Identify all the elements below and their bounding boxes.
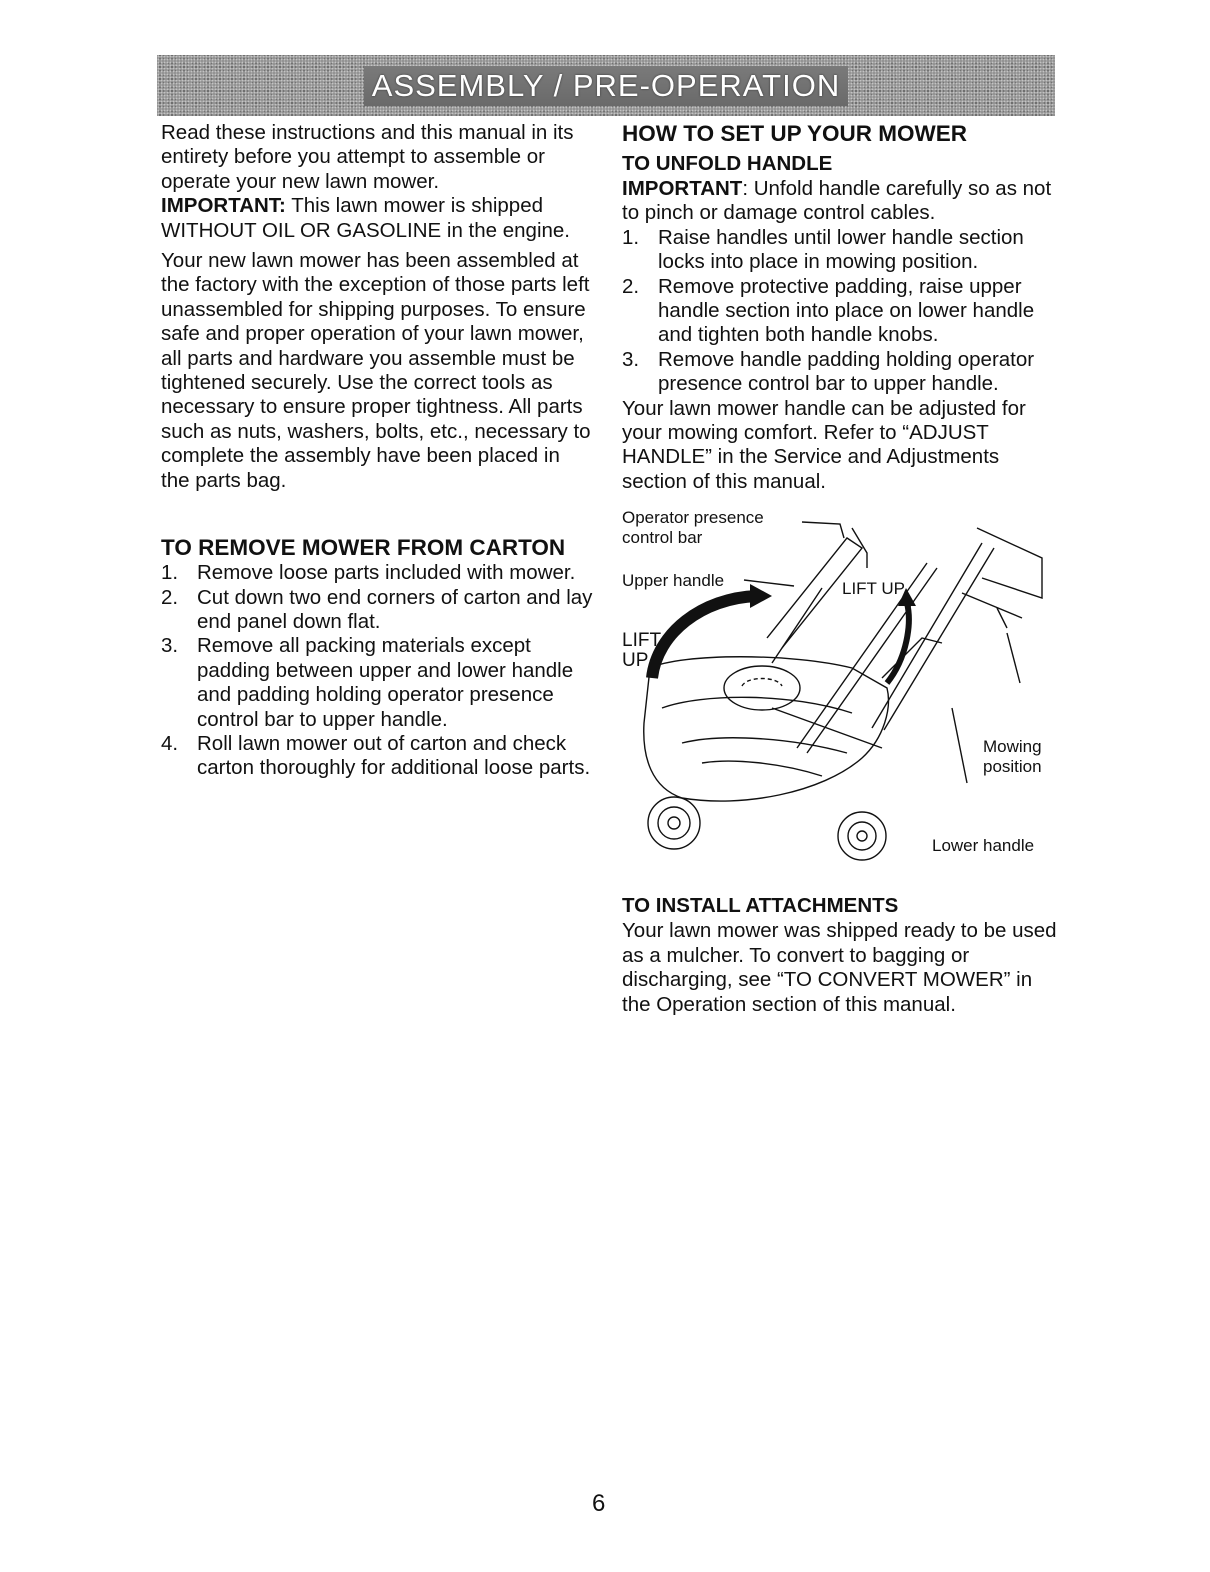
mower-handle-figure xyxy=(622,508,1062,883)
attachments-paragraph: Your lawn mower was shipped ready to be used as a mulcher. To convert to bagging or discharging, see “TO CONVERT MOWER” in the Operation section of this manual. xyxy=(622,919,1057,1016)
right-column xyxy=(622,121,1062,1017)
label-upper-handle: Upper handle xyxy=(622,571,725,591)
mower-illustration xyxy=(622,508,1062,883)
list-item: 3. Remove all packing materials except padding between upper and lower handle and padding holding operator presence control bar to upper handle. xyxy=(161,634,574,731)
remove-steps-list xyxy=(161,561,593,781)
important-text: This lawn mower is shipped WITHOUT OIL OR GASOLINE in the engine. xyxy=(161,194,570,242)
label-lift-up-left: LIFT UP xyxy=(622,630,662,672)
unfold-important-label: IMPORTANT xyxy=(622,177,743,200)
unfold-important-text: : Unfold handle carefully so as not to pinch or damage control cables. xyxy=(622,177,1052,225)
engine-shape xyxy=(724,666,800,710)
adjust-paragraph: Your lawn mower handle can be adjusted for your mowing comfort. Refer to “ADJUST HANDLE” in the Service and Adjustments section of this manual. xyxy=(622,396,1026,493)
label-mowing-position: Mowing position xyxy=(983,737,1042,777)
assembled-paragraph: Your new lawn mower has been assembled at the factory with the exception of those parts left unassembled for shipping purposes. To ensure safe and proper operation of your lawn mower, all parts and hardware you assemble must be tightened securely. Use the correct tools as necessary to ensure proper tightness. All parts such as nuts, washers, bolts, etc., necessary to complete the assembly have been placed in the parts bag. xyxy=(161,249,591,492)
list-item: 3. Remove handle padding holding operator presence control bar to upper handle. xyxy=(622,347,1035,396)
mower-deck-shape xyxy=(644,657,889,801)
page-number: 6 xyxy=(592,1490,606,1517)
lift-arrow-left-head xyxy=(750,584,772,608)
lift-arrow-left xyxy=(652,596,757,678)
list-item: 2. Remove protective padding, raise upper handle section into place on lower handle and tighten both handle knobs. xyxy=(622,274,1035,347)
label-operator-presence: Operator presence control bar xyxy=(622,508,764,548)
list-item: 4. Roll lawn mower out of carton and check carton thoroughly for additional loose parts. xyxy=(161,731,591,780)
setup-heading: HOW TO SET UP YOUR MOWER xyxy=(622,121,968,146)
section-title: ASSEMBLY / PRE-OPERATION xyxy=(364,66,848,106)
list-item: 2. Cut down two end corners of carton and lay end panel down flat. xyxy=(161,585,593,633)
label-lower-handle: Lower handle xyxy=(932,836,1035,856)
unfold-heading: TO UNFOLD HANDLE xyxy=(622,152,833,175)
attachments-heading: TO INSTALL ATTACHMENTS xyxy=(622,894,899,918)
unfold-important-paragraph xyxy=(622,177,1062,226)
label-lift-up-right: LIFT UP xyxy=(842,579,905,599)
intro-paragraph: Read these instructions and this manual in its entirety before you attempt to assemble or operate your new lawn mower. xyxy=(161,121,574,193)
important-label: IMPORTANT: xyxy=(161,194,286,218)
front-wheel xyxy=(648,797,700,849)
list-item: 1. Remove loose parts included with mower. xyxy=(161,561,576,585)
important-paragraph xyxy=(161,194,593,243)
rear-wheel xyxy=(838,812,886,860)
unfold-steps-list xyxy=(622,226,1062,397)
remove-heading: TO REMOVE MOWER FROM CARTON xyxy=(161,535,566,561)
section-banner xyxy=(157,55,1055,116)
list-item: 1. Raise handles until lower handle section locks into place in mowing position. xyxy=(622,225,1024,274)
left-column xyxy=(161,121,593,781)
